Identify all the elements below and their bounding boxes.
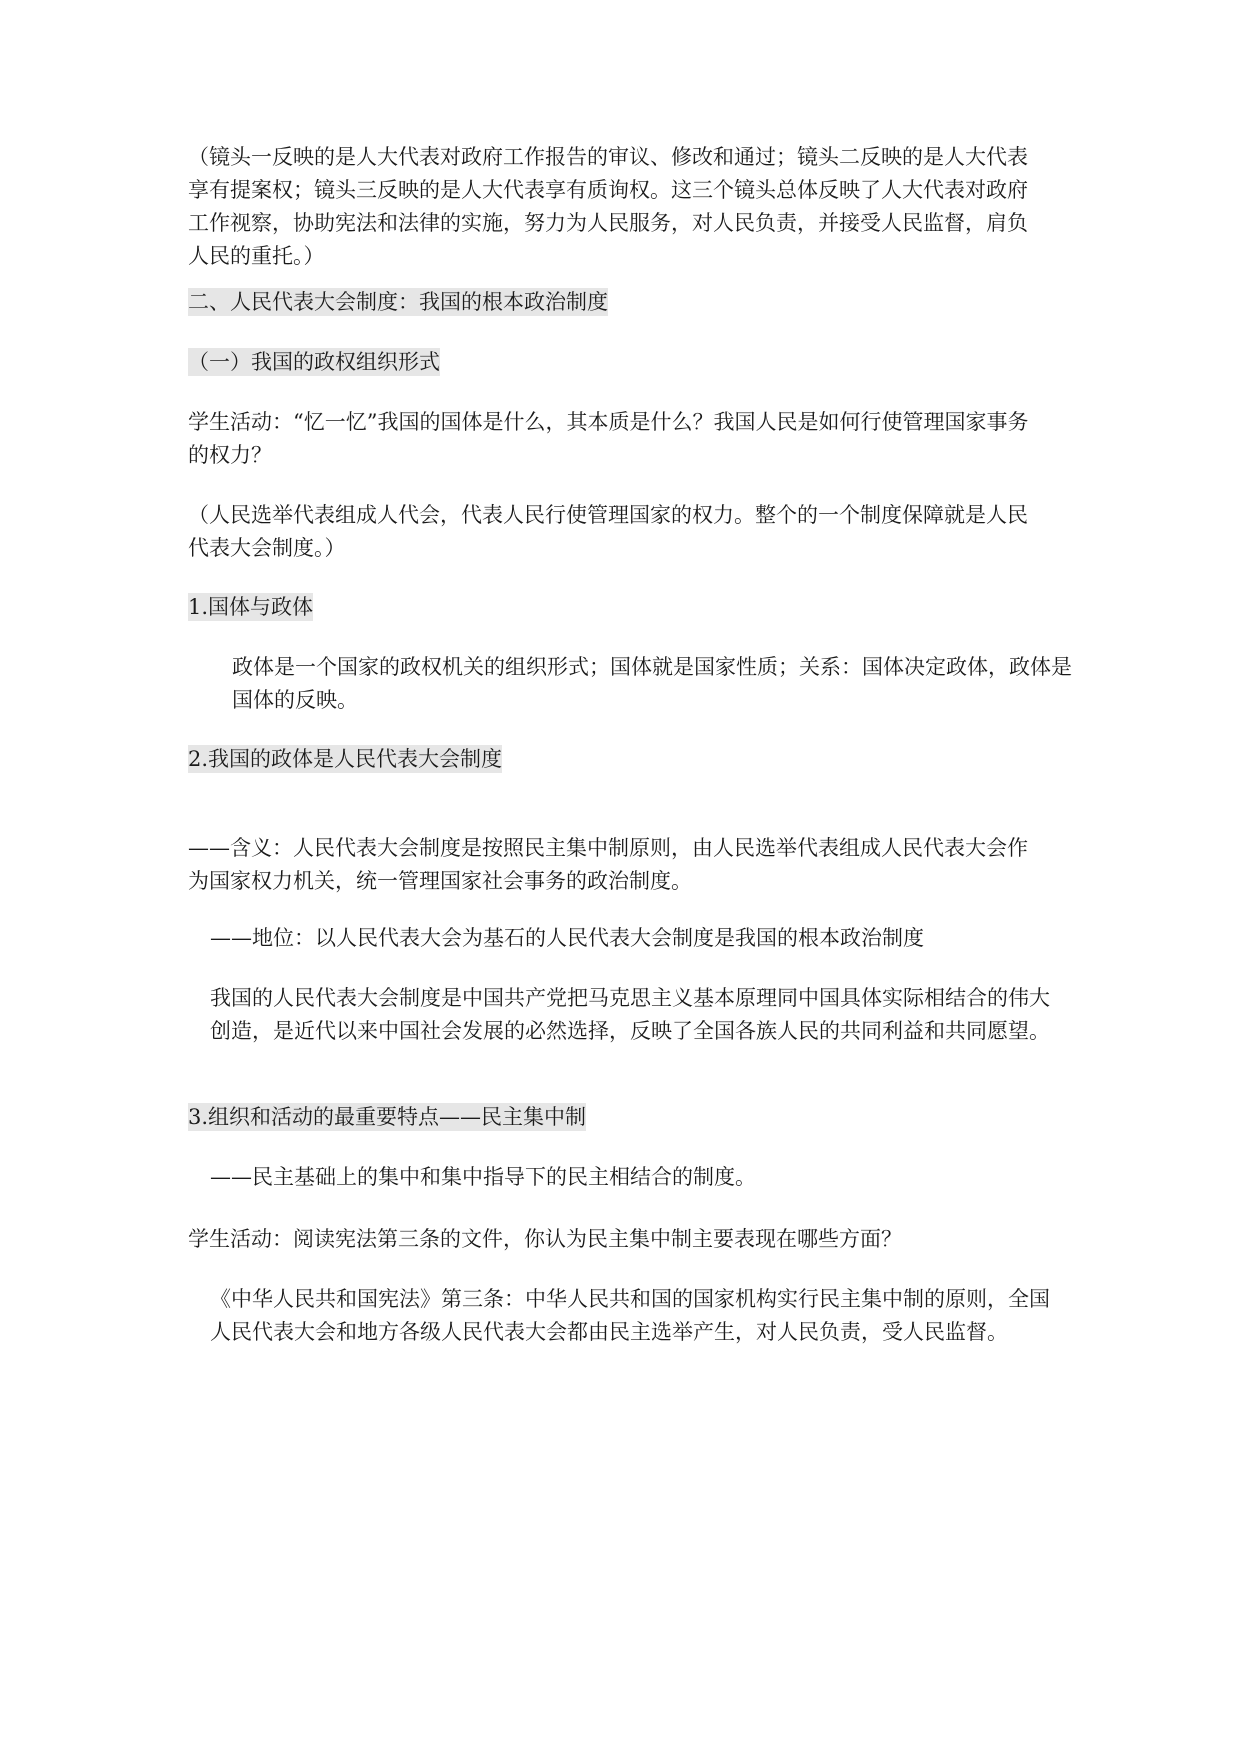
paragraph-meaning: ——含义：人民代表大会制度是按照民主集中制原则，由人民选举代表组成人民代表大会作为国家权力机关，统一管理国家社会事务的政治制度。 [188,836,1028,893]
section-heading-text: 二、人民代表大会制度：我国的根本政治制度 [188,290,608,314]
subsection-heading [188,346,1048,379]
heading-3-text: 3.组织和活动的最重要特点——民主集中制 [188,1105,587,1129]
paragraph-camera-summary: （镜头一反映的是人大代表对政府工作报告的审议、修改和通过；镜头二反映的是人大代表享有提案权；镜头三反映的是人大代表享有质询权。这三个镜头总体反映了人大代表对政府工作视察，协助宪法和法律的实施，努力为人民服务，对人民负责，并接受人民监督，肩负人民的重托。） [188,145,1028,268]
answer-paragraph-1: （人民选举代表组成人代会，代表人民行使管理国家的权力。整个的一个制度保障就是人民代表大会制度。） [188,503,1028,560]
section-heading [188,286,1048,319]
subsection-heading-text: （一）我国的政权组织形式 [188,350,440,374]
student-activity-1: 学生活动：“忆一忆”我国的国体是什么，其本质是什么？我国人民是如何行使管理国家事务的权力？ [188,410,1029,467]
heading-2-text: 2.我国的政体是人民代表大会制度 [188,747,503,771]
paragraph-state-and-regime: 政体是一个国家的政权机关的组织形式；国体就是国家性质；关系：国体决定政体，政体是国体的反映。 [232,655,1072,712]
paragraph-democratic-centralism: ——民主基础上的集中和集中指导下的民主相结合的制度。 [210,1165,756,1189]
heading-1 [188,591,1048,624]
paragraph-constitution-article-3: 《中华人民共和国宪法》第三条：中华人民共和国的国家机构实行民主集中制的原则，全国人民代表大会和地方各级人民代表大会都由民主选举产生，对人民负责，受人民监督。 [210,1287,1050,1344]
heading-1-text: 1.国体与政体 [188,595,314,619]
heading-2 [188,743,1048,776]
heading-3 [188,1101,1048,1134]
paragraph-great-creation: 我国的人民代表大会制度是中国共产党把马克思主义基本原理同中国具体实际相结合的伟大创造，是近代以来中国社会发展的必然选择，反映了全国各族人民的共同利益和共同愿望。 [210,986,1050,1043]
student-activity-2: 学生活动：阅读宪法第三条的文件，你认为民主集中制主要表现在哪些方面？ [188,1227,902,1251]
paragraph-status: ——地位：以人民代表大会为基石的人民代表大会制度是我国的根本政治制度 [210,926,924,950]
